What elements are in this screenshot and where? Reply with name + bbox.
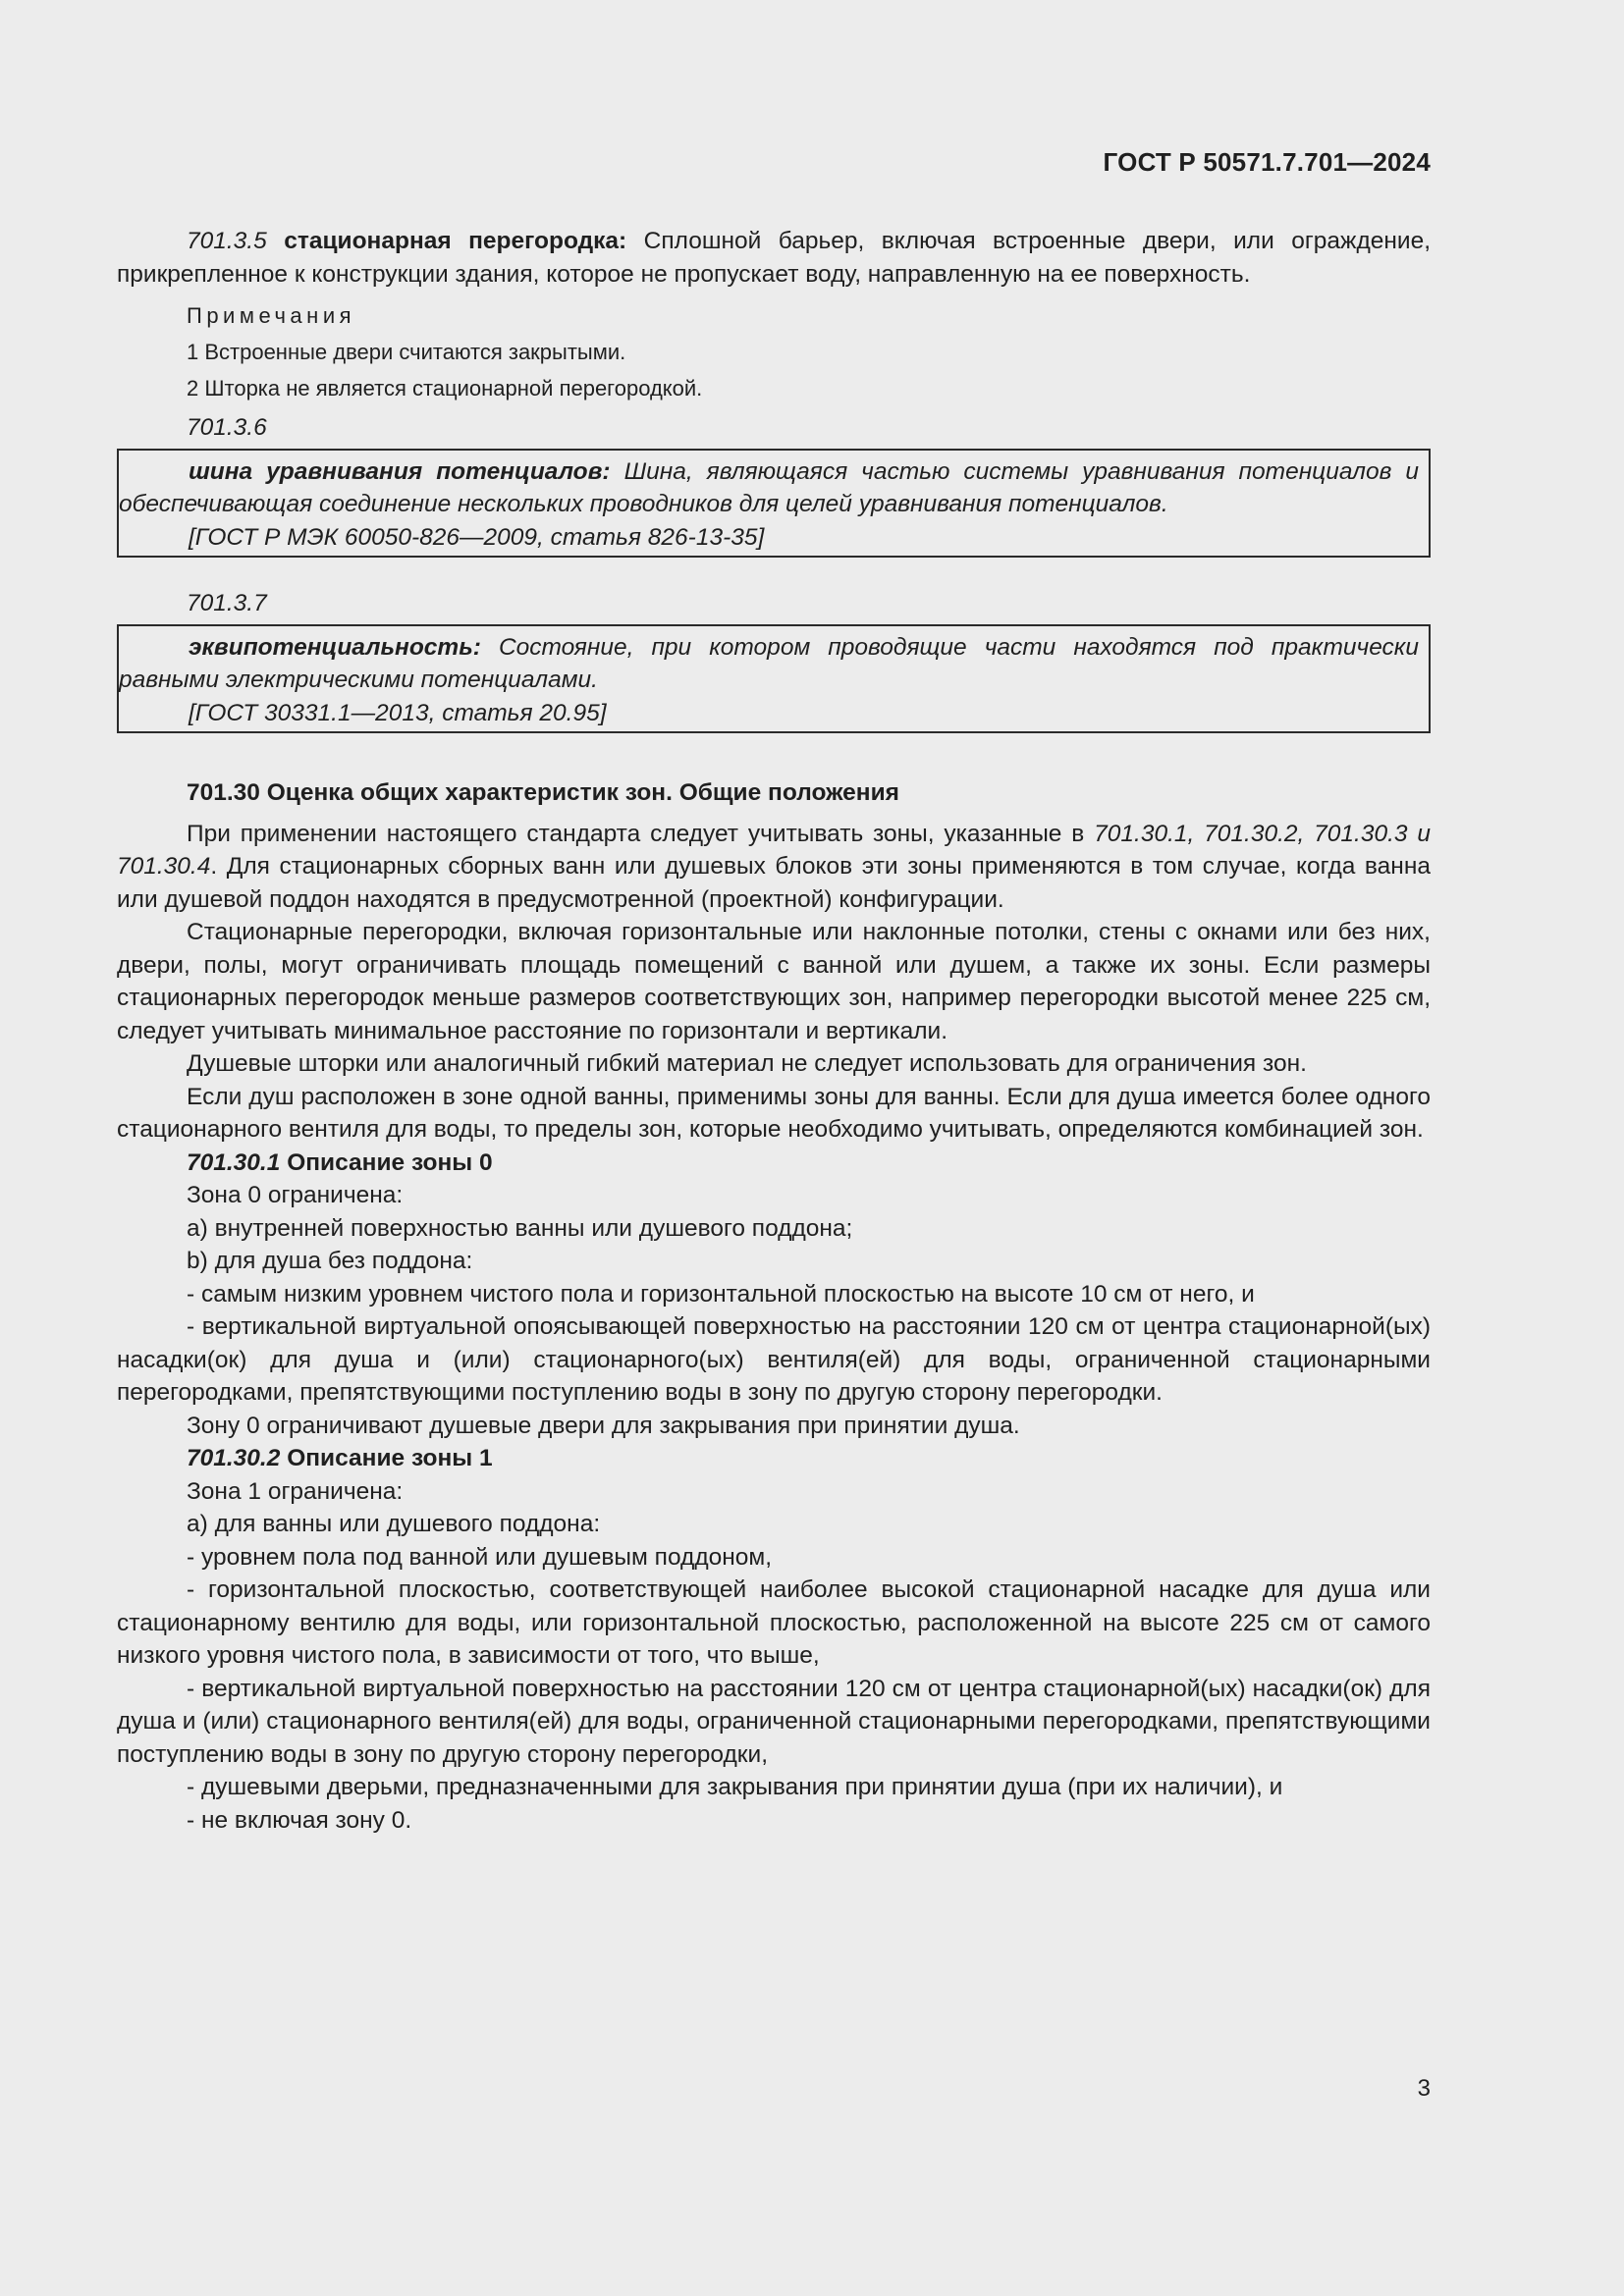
definition-701-3-5 <box>117 225 1431 291</box>
term-name: эквипотенциальность: <box>189 633 481 661</box>
paragraph: Зона 1 ограничена: <box>187 1477 404 1505</box>
list-item: a) для ванны или душевого поддона: <box>187 1511 601 1537</box>
list-item: - не включая зону 0. <box>187 1806 412 1834</box>
subsection-heading-zone-0: 701.30.1 Описание зоны 0 <box>187 1148 493 1176</box>
term-text: Состояние, при котором проводящие части находятся под практически равными электрическими потенциалами. <box>119 633 1419 693</box>
term-definition <box>119 455 1419 521</box>
term-name: стационарная перегородка: <box>284 228 627 254</box>
paragraph: Стационарные перегородки, включая горизонтальные или наклонные потолки, стены с окнами или без них, двери, полы, могут ограничивать площадь помещений с ванной или душем, а также их зоны. Если размеры стационарных перегородок меньше размеров соответствующих зон, например перегородки высотой менее 225 см, следует учитывать минимальное расстояние по горизонтали и вертикали. <box>117 919 1431 1044</box>
term-text: Шина, являющаяся частью системы уравнивания потенциалов и обеспечивающая соединение нескольких проводников для целей уравнивания потенциалов. <box>119 457 1419 517</box>
note-item: 2 Шторка не является стационарной перегородкой. <box>187 376 703 400</box>
paragraph: Зону 0 ограничивают душевые двери для закрывания при принятии душа. <box>187 1412 1020 1439</box>
list-item: - уровнем пола под ванной или душевым поддоном, <box>187 1543 773 1571</box>
note-item: 1 Встроенные двери считаются закрытыми. <box>187 340 626 364</box>
section-heading-701-30: 701.30 Оценка общих характеристик зон. Общие положения <box>187 779 899 806</box>
notes-heading: Примечания <box>187 303 356 328</box>
term-number-701-3-6: 701.3.6 <box>187 414 267 441</box>
term-reference: [ГОСТ Р МЭК 60050-826—2009, статья 826-13-35] <box>189 523 765 551</box>
list-item: - горизонтальной плоскостью, соответствующей наиболее высокой стационарной насадке для душа или стационарному вентилю для воды, или горизонтальной плоскостью, расположенной на высоте 225 см от самого низкого уровня чистого пола, в зависимости от того, что выше, <box>117 1576 1431 1669</box>
term-definition: Сплошной барьер, включая встроенные двери, или ограждение, прикрепленное к конструкции здания, которое не пропускает воду, направленную на ее поверхность. <box>117 228 1432 288</box>
term-reference: [ГОСТ 30331.1—2013, статья 20.95] <box>189 699 607 726</box>
document-header: ГОСТ Р 50571.7.701—2024 <box>1103 147 1431 177</box>
list-item: - самым низким уровнем чистого пола и горизонтальной плоскостью на высоте 10 см от него, и <box>187 1280 1255 1308</box>
page-number: 3 <box>1417 2075 1431 2102</box>
definition-box-701-3-6 <box>117 449 1431 559</box>
paragraph: Если душ расположен в зоне одной ванны, применимы зоны для ванны. Если для душа имеется более одного стационарного вентиля для воды, то пределы зон, которые необходимо учитывать, определяются комбинацией зон. <box>117 1083 1431 1143</box>
list-item: a) внутренней поверхностью ванны или душевого поддона; <box>187 1214 853 1242</box>
term-number-701-3-7: 701.3.7 <box>187 590 267 616</box>
paragraph: При применении настоящего стандарта следует учитывать зоны, указанные в 701.30.1, 701.30.2, 701.30.3 и 701.30.4. Для стационарных сборных ванн или душевых блоков эти зоны применяются в том случае, когда ванна или душевой поддон находятся в предусмотренной (проектной) конфигурации. <box>117 820 1432 913</box>
term-number: 701.3.5 <box>187 228 267 254</box>
document-page <box>117 0 1431 2296</box>
term-name: шина уравнивания потенциалов: <box>189 457 611 485</box>
list-item: - вертикальной виртуальной опоясывающей поверхностью на расстоянии 120 см от центра стационарной(ых) насадки(ок) для душа и (или) стационарного(ых) вентиля(ей) для воды, ограниченной стационарными перегородками, препятствующими поступлению воды в зону по другую сторону перегородки. <box>117 1313 1431 1406</box>
list-item: - душевыми дверьми, предназначенными для закрывания при принятии душа (при их наличии), и <box>187 1774 1283 1800</box>
paragraph: Зона 0 ограничена: <box>187 1182 404 1208</box>
paragraph: Душевые шторки или аналогичный гибкий материал не следует использовать для ограничения зон. <box>187 1050 1307 1077</box>
list-item: b) для душа без поддона: <box>187 1248 473 1274</box>
document-body <box>117 225 1431 1837</box>
term-definition <box>119 631 1419 697</box>
clause-references: 701.30.1, 701.30.2, 701.30.3 и 701.30.4 <box>117 820 1432 880</box>
list-item: - вертикальной виртуальной поверхностью на расстоянии 120 см от центра стационарной(ых) насадки(ок) для душа и (или) стационарного вентиля(ей) для воды, ограниченной стационарными перегородками, препятствующими поступлению воды в зону по другую сторону перегородки, <box>117 1675 1431 1768</box>
subsection-heading-zone-1: 701.30.2 Описание зоны 1 <box>187 1445 493 1471</box>
definition-box-701-3-7 <box>117 624 1431 734</box>
